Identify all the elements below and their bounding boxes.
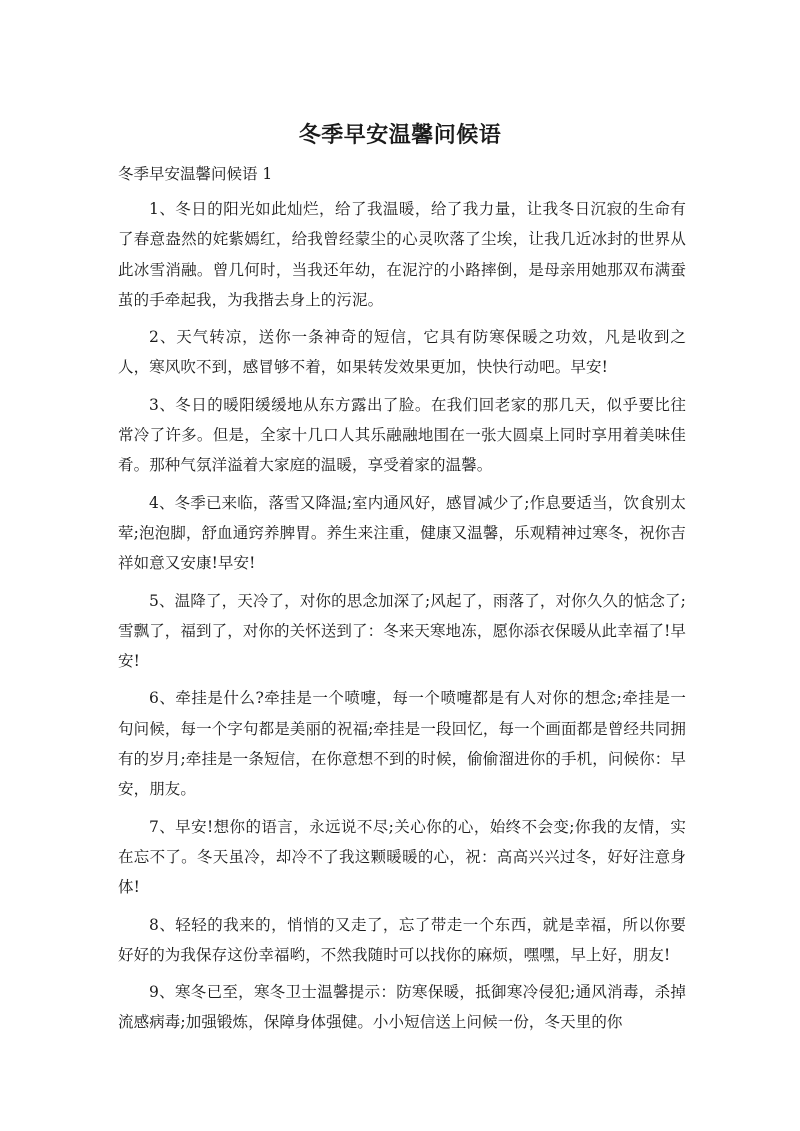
document-title: 冬季早安温馨问候语 <box>298 123 502 148</box>
paragraph-2: 2、天气转凉，送你一条神奇的短信，它具有防寒保暖之功效，凡是收到之人，寒风吹不到，感冒够不着，如果转发效果更加，快快行动吧。早安! <box>118 328 686 377</box>
paragraph-1: 1、冬日的阳光如此灿烂，给了我温暖，给了我力量，让我冬日沉寂的生命有了春意盎然的姹紫嫣红，给我曾经蒙尘的心灵吹落了尘埃，让我几近冰封的世界从此冰雪消融。曾几何时，当我还年幼，在泥泞的小路摔倒，是母亲用她那双布满蚕茧的手牵起我，为我揩去身上的污泥。 <box>118 200 686 309</box>
paragraph-8: 8、轻轻的我来的，悄悄的又走了，忘了带走一个东西，就是幸福，所以你要好好的为我保存这份幸福哟，不然我随时可以找你的麻烦，嘿嘿，早上好，朋友! <box>118 915 686 964</box>
paragraph-5: 5、温降了，天冷了，对你的思念加深了;风起了，雨落了，对你久久的惦念了;雪飘了，福到了，对你的关怀送到了：冬来天寒地冻，愿你添衣保暖从此幸福了!早安! <box>118 591 686 671</box>
paragraph-4: 4、冬季已来临，落雪又降温;室内通风好，感冒减少了;作息要适当，饮食别太荤;泡泡脚，舒血通窍养脾胃。养生来注重，健康又温馨，乐观精神过寒冬，祝你吉祥如意又安康!早安! <box>118 493 686 573</box>
section-heading: 冬季早安温馨问候语 1 <box>118 165 273 183</box>
paragraph-6: 6、牵挂是什么?牵挂是一个喷嚏，每一个喷嚏都是有人对你的想念;牵挂是一句问候，每一个字句都是美丽的祝福;牵挂是一段回忆，每一个画面都是曾经共同拥有的岁月;牵挂是一条短信，在你意想不到的时候，偷偷溜进你的手机，问候你：早安，朋友。 <box>118 689 686 799</box>
paragraph-7: 7、早安!想你的语言，永远说不尽;关心你的心，始终不会变;你我的友情，实在忘不了。冬天虽冷，却冷不了我这颗暖暖的心，祝：高高兴兴过冬，好好注意身体! <box>118 817 686 897</box>
paragraph-3: 3、冬日的暖阳缓缓地从东方露出了脸。在我们回老家的那几天，似乎要比往常冷了许多。但是，全家十几口人其乐融融地围在一张大圆桌上同时享用着美味佳肴。那种气氛洋溢着大家庭的温暖，享受着家的温馨。 <box>118 395 686 475</box>
paragraph-9: 9、寒冬已至，寒冬卫士温馨提示：防寒保暖，抵御寒冷侵犯;通风消毒，杀掉流感病毒;加强锻炼，保障身体强健。小小短信送上问候一份，冬天里的你 <box>118 983 686 1032</box>
document-body <box>118 194 686 1045</box>
